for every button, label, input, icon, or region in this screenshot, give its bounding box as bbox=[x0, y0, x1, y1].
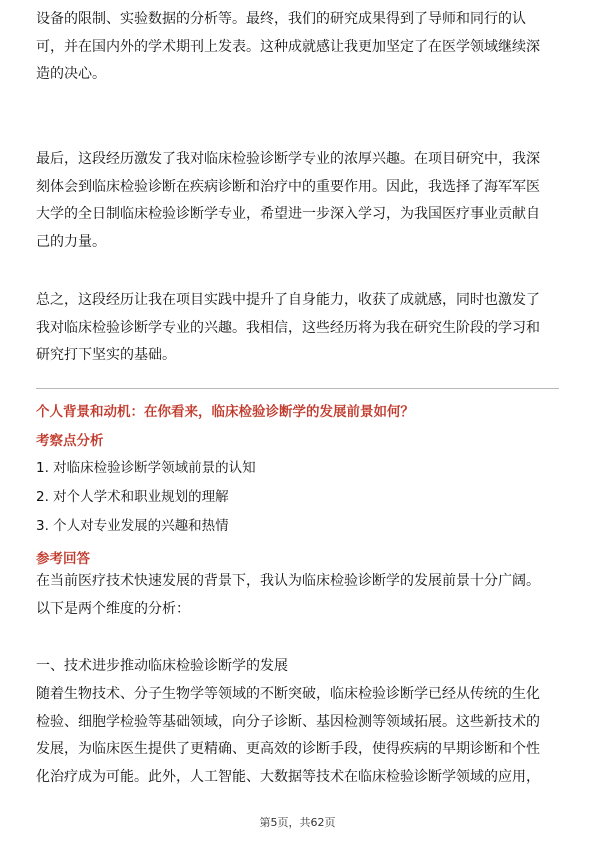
answer-heading: 参考回答 bbox=[36, 551, 90, 567]
analysis-point: 1. 对临床检验诊断学领域前景的认知 bbox=[36, 460, 256, 476]
text-line: 可，并在国内外的学术期刊上发表。这种成就感让我更加坚定了在医学领域继续深 bbox=[36, 38, 540, 55]
text-line: 最后，这段经历激发了我对临床检验诊断学专业的浓厚兴趣。在项目研究中，我深 bbox=[36, 151, 540, 167]
text-line: 大学的全日制临床检验诊断学专业，希望进一步深入学习，为我国医疗事业贡献自 bbox=[36, 206, 540, 222]
paragraph-research-results bbox=[36, 6, 561, 89]
paragraph-summary bbox=[36, 287, 561, 370]
text-line: 设备的限制、实验数据的分析等。最终，我们的研究成果得到了导师和同行的认 bbox=[36, 11, 526, 27]
text-line: 研究打下坚实的基础。 bbox=[36, 347, 176, 363]
text-line: 总之，这段经历让我在项目实践中提升了自身能力，收获了成就感，同时也激发了 bbox=[36, 292, 540, 308]
answer-intro bbox=[36, 568, 561, 623]
text-line: 我对临床检验诊断学专业的兴趣。我相信，这些经历将为我在研究生阶段的学习和 bbox=[36, 319, 540, 336]
section-divider bbox=[36, 388, 559, 389]
text-line: 以下是两个维度的分析： bbox=[36, 600, 190, 617]
text-line: 发展，为临床医生提供了更精确、更高效的诊断手段，使得疾病的早期诊断和个性 bbox=[36, 741, 540, 757]
answer-section1-body bbox=[36, 681, 561, 791]
text-line: 己的力量。 bbox=[36, 233, 106, 250]
question-title: 个人背景和动机：在你看来，临床检验诊断学的发展前景如何？ bbox=[36, 404, 414, 420]
answer-section1-title bbox=[36, 653, 561, 681]
text-line: 随着生物技术、分子生物学等领域的不断突破，临床检验诊断学已经从传统的生化 bbox=[36, 686, 540, 702]
page-number: 第5页，共62页 bbox=[259, 816, 336, 829]
text-line: 一、技术进步推动临床检验诊断学的发展 bbox=[36, 658, 288, 674]
text-line: 化治疗成为可能。此外，人工智能、大数据等技术在临床检验诊断学领域的应用， bbox=[36, 768, 540, 785]
text-line: 造的决心。 bbox=[36, 66, 106, 82]
text-line: 在当前医疗技术快速发展的背景下，我认为临床检验诊断学的发展前景十分广阔。 bbox=[36, 573, 540, 589]
text-line: 检验、细胞学检验等基础领域，向分子诊断、基因检测等领域拓展。这些新技术的 bbox=[36, 713, 540, 730]
paragraph-interest bbox=[36, 146, 561, 256]
analysis-point: 3. 个人对专业发展的兴趣和热情 bbox=[36, 518, 229, 534]
analysis-heading: 考察点分析 bbox=[36, 433, 104, 449]
text-line: 刻体会到临床检验诊断在疾病诊断和治疗中的重要作用。因此，我选择了海军军医 bbox=[36, 178, 540, 195]
analysis-point: 2. 对个人学术和职业规划的理解 bbox=[36, 489, 229, 505]
